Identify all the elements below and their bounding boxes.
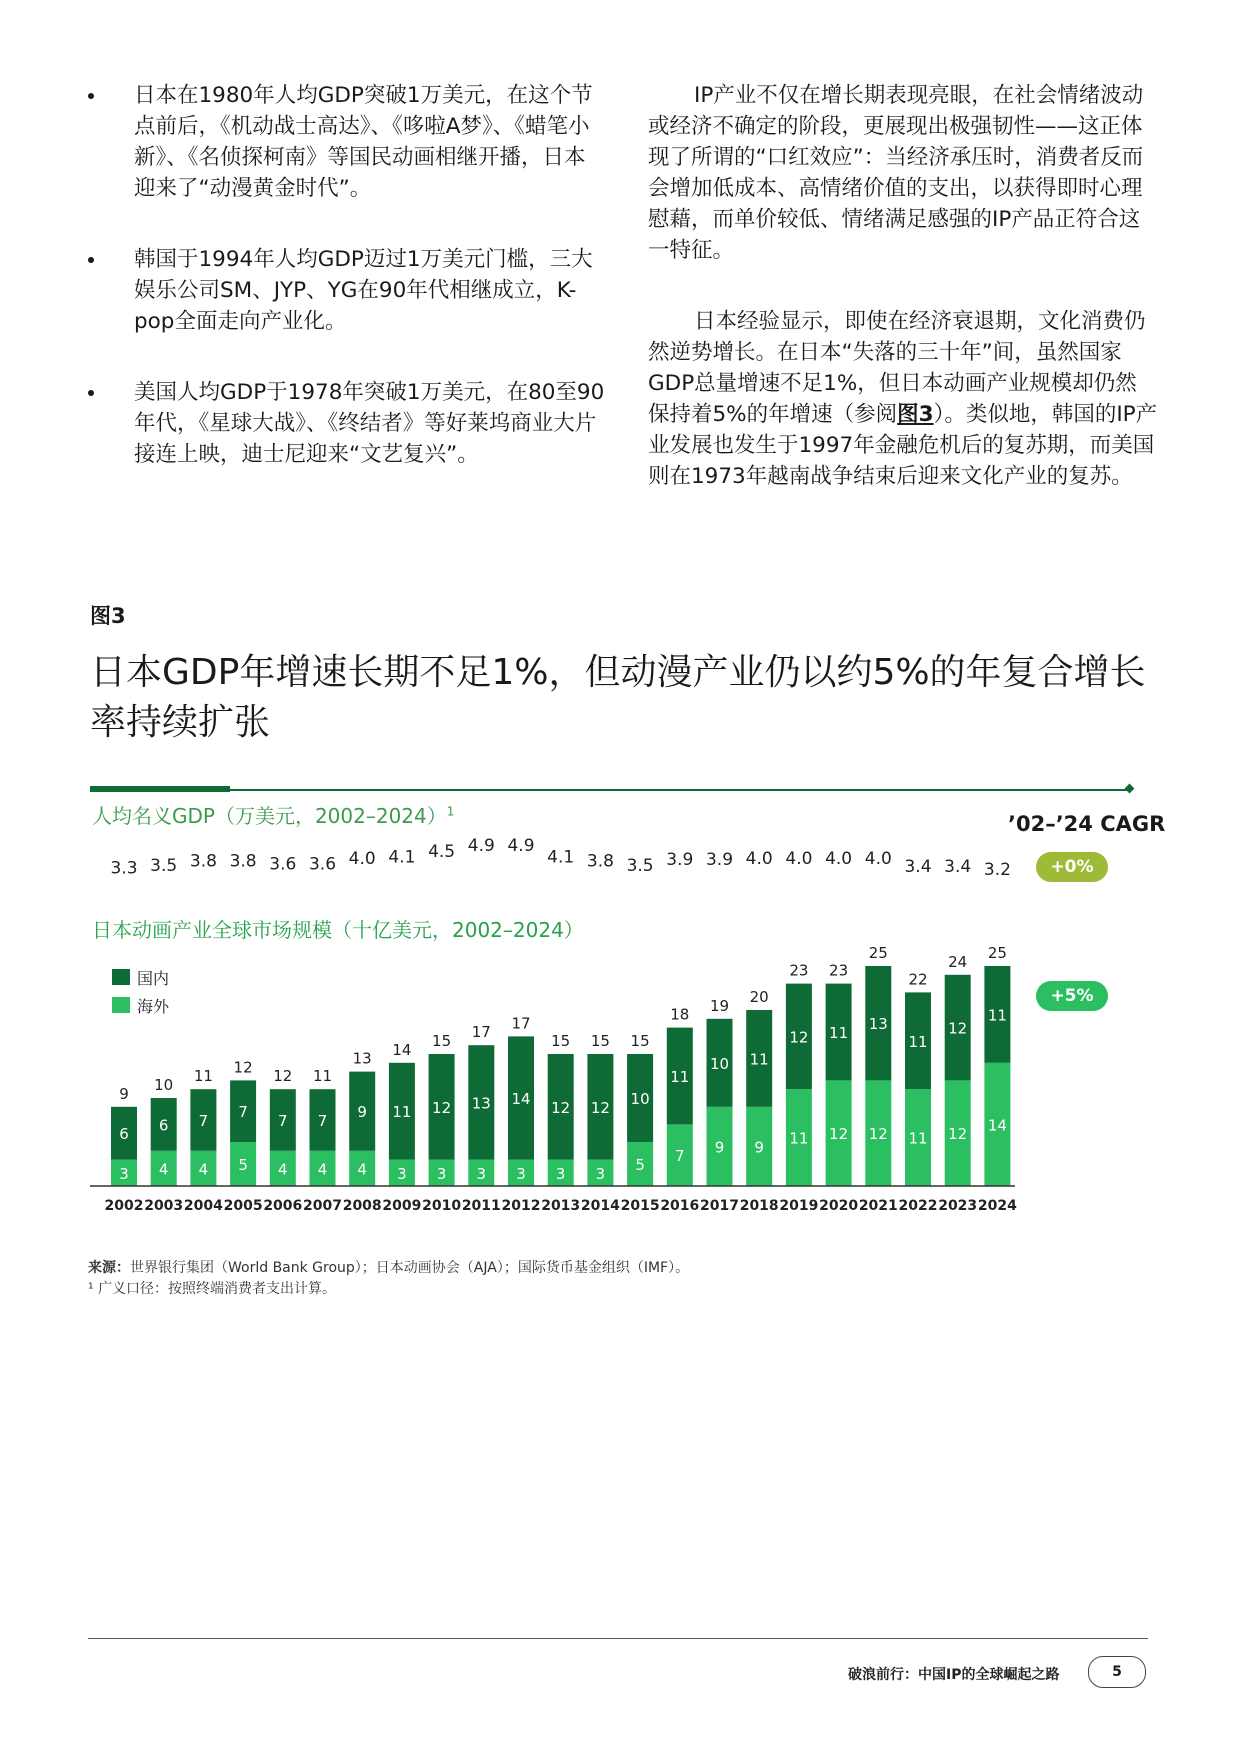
x-tick-label: 2002 [104, 1198, 144, 1214]
paragraph-text: ）。类似地，韩国的IP产业发展也发生于1997年金融危机后的复苏期，而美国则在1973年越南战争结束后迎来文化产业的复苏。 [648, 402, 1158, 489]
domestic-value-label: 11 [670, 1068, 690, 1086]
overseas-value-label: 3 [595, 1164, 606, 1183]
x-tick-label: 2021 [858, 1198, 898, 1214]
overseas-value-label: 3 [476, 1164, 487, 1183]
domestic-value-label: 14 [511, 1090, 531, 1108]
domestic-value-label: 11 [749, 1050, 769, 1069]
gdp-value-label: 4.0 [864, 848, 892, 869]
domestic-value-label: 11 [987, 1006, 1007, 1025]
total-value-label: 9 [119, 1084, 129, 1103]
total-value-label: 20 [749, 988, 769, 1006]
gdp-value-label: 3.6 [308, 854, 337, 875]
gdp-value-label: 3.3 [110, 858, 138, 879]
gdp-value-label: 3.9 [705, 850, 734, 871]
gdp-value-label: 3.4 [944, 857, 972, 878]
domestic-value-label: 11 [908, 1032, 928, 1051]
x-tick-label: 2003 [144, 1198, 184, 1214]
x-tick-label: 2013 [541, 1198, 581, 1214]
domestic-value-label: 12 [432, 1098, 452, 1117]
gdp-value-label: 4.1 [388, 847, 416, 868]
legend-swatch-domestic [112, 969, 130, 985]
total-value-label: 11 [312, 1067, 333, 1086]
total-value-label: 22 [908, 970, 928, 989]
x-tick-label: 2004 [183, 1198, 223, 1214]
domestic-value-label: 11 [392, 1103, 412, 1122]
overseas-value-label: 5 [635, 1156, 645, 1174]
overseas-value-label: 7 [675, 1147, 685, 1166]
domestic-value-label: 7 [238, 1103, 248, 1122]
domestic-value-label: 6 [158, 1116, 169, 1135]
source-footnote: ¹ 广义口径：按照终端消费者支出计算。 [88, 1281, 337, 1297]
gdp-value-label: 3.2 [983, 860, 1011, 880]
x-tick-label: 2005 [223, 1198, 263, 1214]
figure-label: 图3 [90, 604, 126, 628]
x-tick-label: 2010 [422, 1198, 462, 1214]
gdp-values-row [110, 836, 1010, 880]
gdp-value-label: 3.5 [626, 855, 654, 876]
total-value-label: 25 [987, 944, 1007, 962]
x-tick-label: 2022 [898, 1198, 938, 1214]
domestic-value-label: 13 [868, 1015, 888, 1034]
total-value-label: 15 [432, 1032, 452, 1050]
total-value-label: 15 [551, 1032, 571, 1050]
overseas-value-label: 4 [317, 1160, 328, 1179]
total-value-label: 19 [709, 996, 730, 1015]
gdp-value-label: 3.8 [229, 851, 257, 872]
total-value-label: 23 [789, 961, 809, 980]
total-value-label: 12 [273, 1067, 293, 1086]
total-value-label: 15 [630, 1032, 650, 1050]
x-tick-label: 2019 [779, 1198, 819, 1214]
total-value-label: 24 [948, 952, 968, 971]
x-tick-label: 2017 [700, 1198, 739, 1214]
bars-group [111, 944, 1010, 1186]
paragraph-text: 日本经验显示，即使在经济衰退期，文化消费仍然逆势增长。在日本“失落的三十年”间，虽然国家GDP总量增速不足1%，但日本动画产业规模却仍然保持着5%的年增速（参阅 [648, 309, 1146, 427]
x-tick-label: 2012 [501, 1198, 541, 1214]
total-value-label: 15 [590, 1032, 610, 1050]
overseas-value-label: 5 [238, 1156, 248, 1174]
overseas-value-label: 4 [198, 1160, 209, 1179]
figure-title: 日本GDP年增速长期不足1%，但动漫产业仍以约5%的年复合增长率持续扩张 [90, 652, 1146, 743]
legend-swatch-overseas [112, 997, 130, 1013]
overseas-value-label: 12 [948, 1125, 968, 1144]
total-value-label: 14 [392, 1040, 412, 1059]
cagr-header: ’02–’24 CAGR [1008, 812, 1166, 836]
figure-reference-link[interactable]: 图3 [897, 402, 934, 427]
total-value-label: 17 [471, 1023, 491, 1042]
overseas-value-label: 11 [789, 1129, 809, 1148]
legend-label-overseas: 海外 [137, 997, 170, 1016]
domestic-value-label: 12 [590, 1098, 610, 1117]
gdp-value-label: 3.6 [269, 854, 297, 875]
gdp-value-label: 4.0 [348, 848, 376, 869]
gdp-footnote-marker: 1 [446, 804, 455, 819]
gdp-value-label: 4.0 [745, 848, 773, 869]
domestic-value-label: 7 [317, 1112, 328, 1130]
x-tick-label: 2009 [382, 1198, 422, 1214]
x-tick-label: 2008 [342, 1198, 382, 1214]
domestic-value-label: 13 [471, 1094, 491, 1113]
source-line [88, 1258, 689, 1279]
bullet-text: 韩国于1994年人均GDP迈过1万美元门槛，三大娱乐公司SM、JYP、YG在90年代相继成立，K-pop全面走向产业化。 [134, 247, 593, 334]
domestic-value-label: 9 [357, 1103, 367, 1122]
x-tick-label: 2024 [977, 1198, 1017, 1214]
footer-title: 破浪前行：中国IP的全球崛起之路 [848, 1667, 1060, 1683]
overseas-value-label: 9 [754, 1138, 764, 1157]
x-tick-labels [105, 1198, 1018, 1214]
gdp-value-label: 4.1 [547, 847, 575, 868]
overseas-value-label: 3 [436, 1164, 447, 1183]
gdp-value-label: 3.8 [586, 851, 614, 872]
anim-cagr-badge: +5% [1036, 981, 1108, 1011]
gdp-value-label: 4.5 [428, 841, 456, 862]
footer-divider [88, 1638, 1148, 1639]
gdp-subtitle-text: 人均名义GDP（万美元，2002–2024） [92, 804, 447, 828]
total-value-label: 18 [670, 1005, 690, 1024]
domestic-value-label: 11 [829, 1024, 849, 1042]
domestic-value-label: 12 [551, 1098, 571, 1117]
legend [112, 969, 170, 1016]
x-tick-label: 2020 [819, 1198, 859, 1214]
total-value-label: 10 [154, 1076, 174, 1094]
total-value-label: 25 [868, 944, 888, 962]
domestic-value-label: 10 [630, 1090, 650, 1108]
domestic-value-label: 10 [709, 1054, 730, 1073]
overseas-value-label: 4 [278, 1160, 288, 1179]
total-value-label: 11 [193, 1067, 213, 1086]
bullet-text: 日本在1980年人均GDP突破1万美元，在这个节点前后，《机动战士高达》、《哆啦A梦》、《蜡笔小新》、《名侦探柯南》等国民动画相继开播，日本迎来了“动漫黄金时代”。 [134, 83, 593, 201]
source-text: 世界银行集团（World Bank Group）；日本动画协会（AJA）；国际货币基金组织（IMF）。 [130, 1260, 690, 1276]
source-note [88, 1258, 689, 1300]
gdp-value-label: 4.9 [467, 836, 495, 857]
total-value-label: 23 [829, 961, 849, 980]
domestic-value-label: 6 [119, 1125, 129, 1144]
overseas-value-label: 9 [714, 1138, 725, 1157]
overseas-value-label: 3 [119, 1164, 129, 1183]
gdp-value-label: 3.4 [904, 857, 932, 878]
overseas-value-label: 14 [987, 1116, 1007, 1135]
x-tick-label: 2018 [739, 1198, 779, 1214]
gdp-value-label: 4.0 [825, 848, 853, 869]
x-tick-label: 2016 [660, 1198, 700, 1214]
page-number: 5 [1088, 1656, 1146, 1688]
x-tick-label: 2014 [580, 1198, 620, 1214]
x-tick-label: 2023 [938, 1198, 978, 1214]
total-value-label: 12 [233, 1058, 253, 1077]
gdp-value-label: 4.9 [507, 836, 535, 857]
domestic-value-label: 7 [198, 1112, 209, 1130]
bullet-text: 美国人均GDP于1978年突破1万美元，在80至90年代，《星球大战》、《终结者》等好莱坞商业大片接连上映，迪士尼迎来“文艺复兴”。 [134, 380, 605, 467]
overseas-value-label: 11 [908, 1129, 928, 1148]
x-tick-label: 2007 [303, 1198, 342, 1214]
domestic-value-label: 12 [789, 1028, 809, 1047]
legend-label-domestic: 国内 [137, 969, 170, 988]
gdp-value-label: 4.0 [785, 848, 813, 869]
overseas-value-label: 3 [397, 1164, 407, 1183]
x-tick-label: 2011 [461, 1198, 501, 1214]
x-tick-label: 2015 [620, 1198, 660, 1214]
source-label: 来源： [88, 1260, 130, 1276]
overseas-value-label: 12 [868, 1125, 888, 1144]
domestic-value-label: 12 [948, 1019, 968, 1038]
total-value-label: 13 [352, 1049, 372, 1068]
overseas-value-label: 4 [158, 1160, 169, 1179]
domestic-value-label: 7 [278, 1112, 288, 1130]
overseas-value-label: 3 [555, 1164, 566, 1183]
x-tick-label: 2006 [263, 1198, 303, 1214]
gdp-value-label: 3.8 [189, 851, 217, 872]
overseas-value-label: 4 [357, 1160, 367, 1179]
gdp-cagr-badge: +0% [1036, 852, 1108, 882]
paragraph-lipstick-effect: IP产业不仅在增长期表现亮眼，在社会情绪波动或经济不确定的阶段，更展现出极强韧性——这正体现了所谓的“口红效应”：当经济承压时，消费者反而会增加低成本、高情绪价值的支出，以获得即时心理慰藉，而单价较低、情绪满足感强的IP产品正符合这一特征。 [648, 83, 1144, 263]
gdp-value-label: 3.9 [666, 850, 694, 871]
overseas-value-label: 3 [516, 1164, 526, 1183]
total-value-label: 17 [511, 1014, 531, 1033]
anim-subtitle: 日本动画产业全球市场规模（十亿美元，2002–2024） [92, 918, 584, 942]
gdp-value-label: 3.5 [150, 855, 178, 876]
overseas-value-label: 12 [829, 1125, 849, 1144]
